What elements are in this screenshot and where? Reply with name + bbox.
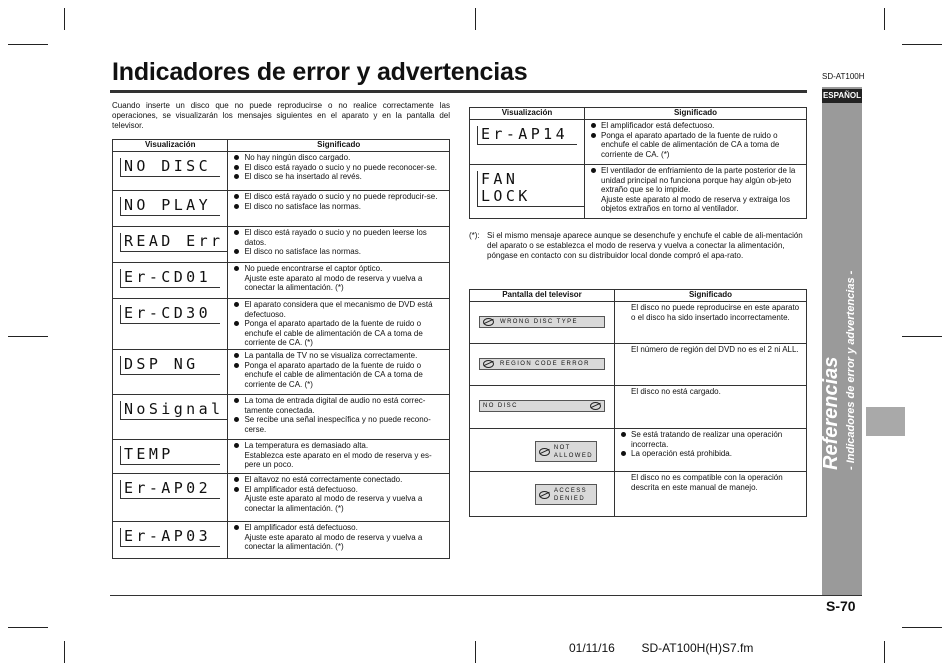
table-row [470,429,807,472]
column-header: Significado [228,140,450,152]
bullet-item: El amplificador está defectuoso. [589,121,802,131]
lcd-display: FAN LOCK [477,171,584,207]
bullet-item: La temperatura es demasiado alta. [232,441,445,451]
meaning-cell [615,472,807,517]
display-cell [470,165,585,219]
crop-mark [884,641,885,663]
bullet-item: No hay ningún disco cargado. [232,153,445,163]
crop-mark [902,627,942,628]
table-row [113,395,450,440]
note-item: Ajuste este aparato al modo de reserva y vuelva a conectar la alimentación. (*) [244,532,423,552]
disc-prohibited-icon [539,491,550,499]
tv-message-box [479,400,605,412]
lcd-display: Er-AP14 [477,126,577,145]
table-header-row [470,290,807,302]
table-row [470,472,807,517]
bullet-item: Ponga el aparato apartado de la fuente de ruido o enchufe el cable de alimentación de CA a toma de corriente de CA. (*) [232,319,445,348]
lcd-display: NO DISC [120,158,220,177]
footer-file: SD-AT100H(H)S7.fm [641,641,754,655]
tv-message-text: NOT [553,444,571,451]
model-number: SD-AT100H [822,72,865,81]
tv-screen-cell [470,429,615,472]
crop-mark [8,44,48,45]
display-cell [113,474,228,522]
lcd-display: Er-CD01 [120,269,220,288]
disc-prohibited-icon [483,360,494,368]
note-item: Ajuste este aparato al modo de reserva y vuelva a conectar la alimentación. (*) [244,494,423,513]
table-row [113,152,450,191]
crop-mark [8,627,48,628]
meaning-cell [615,429,807,472]
display-cell [113,395,228,440]
crop-mark [902,336,942,337]
meaning-cell [228,152,450,191]
bullet-item: El amplificador está defectuoso. [232,485,445,495]
tv-screen [479,437,599,460]
right-table [469,107,807,219]
bullet-item: Se recibe una señal inespecífica y no puede recono-cerse. [232,415,445,434]
crop-mark [902,44,942,45]
lcd-display: READ Err [120,233,227,252]
meaning-cell [228,440,450,474]
page-title: Indicadores de error y advertencias [112,58,528,86]
bullet-item: El aparato considera que el mecanismo de DVD está defectuoso. [232,300,445,319]
display-cell [113,263,228,299]
footer [569,641,753,655]
table-header-row [113,140,450,152]
table-header-row [470,108,807,120]
disc-prohibited-icon [539,448,550,456]
tv-screen [479,352,599,375]
crop-mark [475,8,476,30]
footer-date: 01/11/16 [569,641,615,655]
crop-mark [884,8,885,30]
side-subtitle: - Indicadores de error y advertencias - [845,270,857,470]
top-rule [110,90,807,93]
note-item: El disco no es compatible con la operación descrita en este manual de manejo. [631,473,783,492]
lcd-display: DSP NG [120,356,220,375]
disc-icon [590,402,601,410]
bullet-item: El disco no satisface las normas. [232,202,445,212]
column-header: Visualización [113,140,228,152]
meaning-cell [228,227,450,263]
table-row [470,165,807,219]
note-item: Ajuste este aparato al modo de reserva y vuelva a conectar la alimentación. (*) [244,273,423,293]
bullet-item: El disco está rayado o sucio y no puede reconocer-se. [232,163,445,173]
lcd-display: Er-AP02 [120,480,220,499]
footnote-label: (*): [469,231,480,240]
table-row [113,299,450,350]
table-row [470,120,807,165]
table-row [113,191,450,227]
column-header: Pantalla del televisor [470,290,615,302]
bullet-item: La operación está prohibida. [619,449,802,459]
bullet-item: El disco se ha insertado al revés. [232,172,445,182]
column-header: Significado [615,290,807,302]
tv-table-wrap [469,289,807,517]
meaning-cell [228,395,450,440]
column-header: Significado [585,108,807,120]
tv-message-box [479,358,605,370]
bullet-item: El disco no satisface las normas. [232,247,445,257]
meaning-cell [228,263,450,299]
tv-message-text: REGION CODE ERROR [500,361,590,367]
tv-message-lines [554,444,593,460]
crop-mark [64,641,65,663]
lcd-display: Er-CD30 [120,305,220,324]
tv-screen-cell [470,472,615,517]
display-cell [113,522,228,559]
bullet-item: El ventilador de enfriamiento de la parte posterior de la unidad principal no funciona porque hay algún ob-jeto extraño que se lo impide. [589,166,802,195]
tv-screen-cell [470,302,615,344]
tv-screen [479,310,599,333]
disc-prohibited-icon [483,318,494,326]
note-item: Establezca este aparato en el modo de reserva y es-pere un poco. [244,450,432,470]
tv-message-text: NO DISC [483,403,518,409]
section-tab [866,407,905,436]
bullet-item: El amplificador está defectuoso. [232,523,445,533]
table-row [113,474,450,522]
display-cell [113,191,228,227]
meaning-cell [615,386,807,429]
table-row [113,350,450,395]
page-number: S-70 [826,598,856,614]
table-row [470,302,807,344]
meaning-cell [228,299,450,350]
note-item: El disco no puede reproducirse en este aparato o el disco ha sido insertado incorrectamente. [631,303,800,322]
footnote-text: Si el mismo mensaje aparece aunque se desenchufe y enchufe el cable de ali-mentación del aparato o se establezca el modo de reserva y vuelva a conectar la alimentación, póngase en contacto con su distribuidor local donde compró el apa-rato. [487,231,803,260]
bottom-rule [110,595,862,596]
display-cell [113,299,228,350]
crop-mark [475,641,476,663]
lcd-display: NO PLAY [120,197,220,216]
note-item: El disco no está cargado. [631,387,721,396]
display-cell [113,440,228,474]
meaning-cell [228,350,450,395]
left-table-wrap [112,139,450,559]
tv-message-box [535,441,597,462]
display-cell [470,120,585,165]
language-tab: ESPAÑOL [822,89,862,103]
bullet-item: La pantalla de TV no se visualiza correctamente. [232,351,445,361]
meaning-cell [615,344,807,386]
crop-mark [64,8,65,30]
bullet-item: La toma de entrada digital de audio no está correc-tamente conectada. [232,396,445,415]
tv-message-text: ACCESS [554,487,588,494]
tv-message-text: WRONG DISC TYPE [500,319,578,325]
table-row [113,263,450,299]
meaning-cell [228,474,450,522]
intro-paragraph: Cuando inserte un disco que no puede reproducirse o no realice correctamente las operaciones, se visualizarán los mensajes siguientes en el aparato y en la pantalla del televisor. [112,101,450,130]
table-row [113,227,450,263]
meaning-cell [585,120,807,165]
tv-message-text: ALLOWED [553,452,593,459]
tv-screen-cell [470,344,615,386]
table-row [470,386,807,429]
tv-message-box [479,316,605,328]
tv-screen [479,480,599,503]
table-row [113,522,450,559]
tv-message-box [535,484,597,505]
column-header: Visualización [470,108,585,120]
meaning-cell [228,191,450,227]
crop-mark [8,336,48,337]
bullet-item: No puede encontrarse el captor óptico. [232,264,445,274]
meaning-cell [228,522,450,559]
tv-message-text: DENIED [554,495,586,502]
lcd-display: TEMP [120,446,220,465]
lcd-display: Er-AP03 [120,528,220,547]
tv-screen-cell [470,386,615,429]
meaning-cell [585,165,807,219]
bullet-item: El disco está rayado o sucio y no puede reproducir-se. [232,192,445,202]
bullet-item: Ponga el aparato apartado de la fuente de ruido o enchufe el cable de alimentación de CA a toma de corriente de CA. (*) [589,131,802,160]
bullet-item: El disco está rayado o sucio y no pueden leerse los datos. [232,228,445,247]
meaning-cell [615,302,807,344]
lcd-display: NoSignal [120,401,227,420]
right-table-wrap [469,107,807,219]
side-heading [820,230,860,470]
bullet-item: Ponga el aparato apartado de la fuente de ruido o enchufe el cable de alimentación de CA a toma de corriente de CA. (*) [232,361,445,390]
tv-table [469,289,807,517]
display-cell [113,350,228,395]
display-cell [113,152,228,191]
table-row [470,344,807,386]
table-row [113,440,450,474]
note-item: Ajuste este aparato al modo de reserva y extraiga los objetos extraños en torno al ventilador. [601,194,790,214]
bullet-item: El altavoz no está correctamente conectado. [232,475,445,485]
side-title: Referencias [820,356,842,470]
note-item: El número de región del DVD no es el 2 ni ALL. [631,345,799,354]
tv-screen [479,394,599,417]
tv-message-lines [554,487,587,503]
left-table [112,139,450,559]
bullet-item: Se está tratando de realizar una operación incorrecta. [619,430,802,449]
display-cell [113,227,228,263]
footnote [469,231,807,261]
